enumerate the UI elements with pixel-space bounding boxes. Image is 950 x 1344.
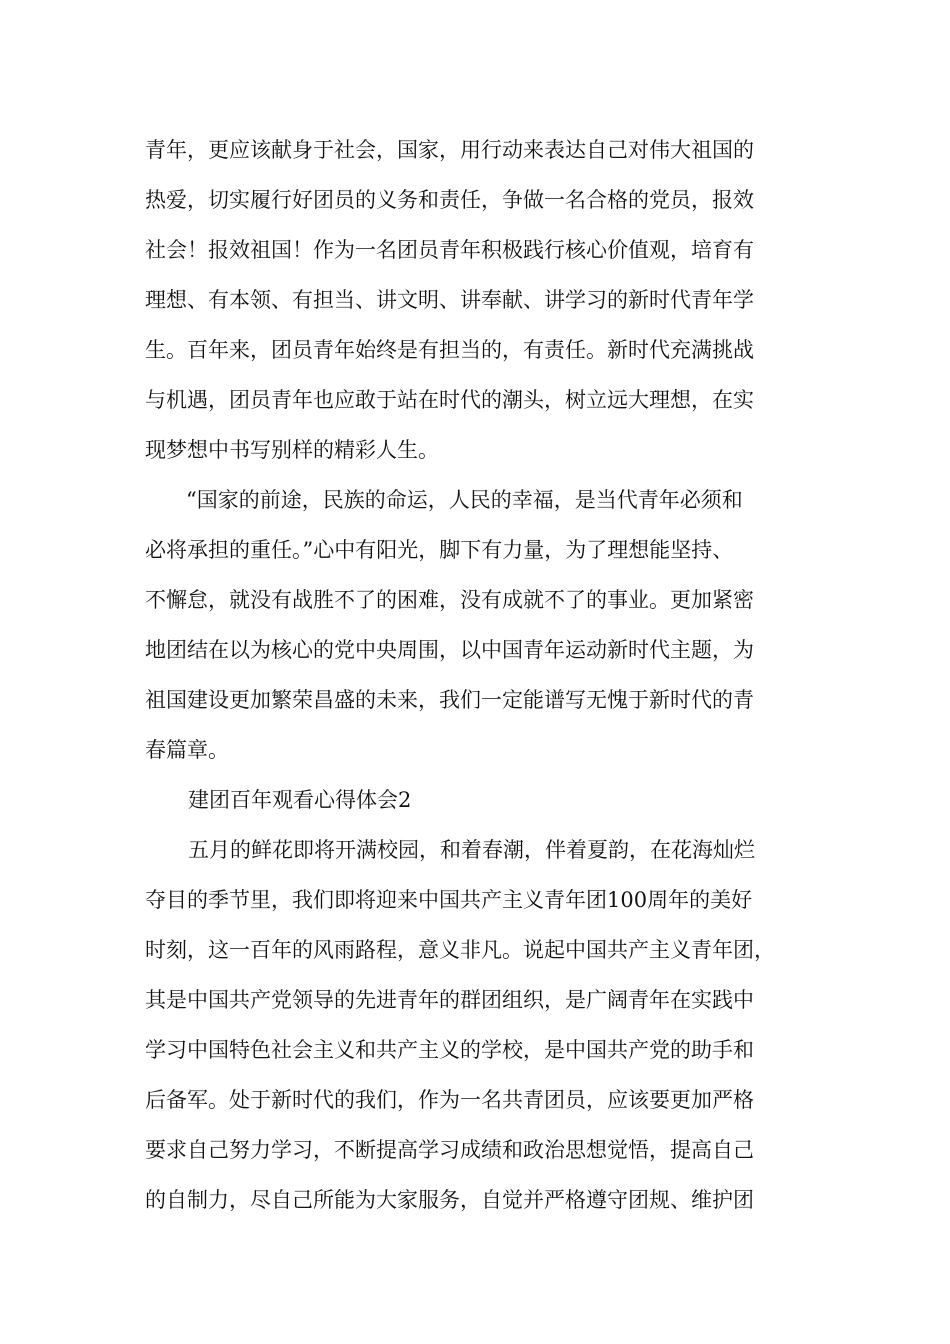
text-line: 春篇章。 bbox=[145, 738, 229, 762]
text-line: 要求自己努力学习，不断提高学习成绩和政治思想觉悟，提高自己 bbox=[145, 1138, 754, 1162]
text-line: 地团结在以为核心的党中央周围，以中国青年运动新时代主题，为 bbox=[145, 638, 754, 662]
text-line: 其是中国共产党领导的先进青年的群团组织，是广阔青年在实践中 bbox=[145, 988, 754, 1012]
text-line: 与机遇，团员青年也应敢于站在时代的潮头，树立远大理想，在实 bbox=[145, 388, 754, 412]
text-line: 现梦想中书写别样的精彩人生。 bbox=[145, 438, 439, 462]
text-line: 学习中国特色社会主义和共产主义的学校，是中国共产党的助手和 bbox=[145, 1038, 754, 1062]
text-line: 生。百年来，团员青年始终是有担当的，有责任。新时代充满挑战 bbox=[145, 338, 754, 362]
text-line: 社会！报效祖国！作为一名团员青年积极践行核心价值观，培育有 bbox=[145, 238, 754, 262]
section-heading: 建团百年观看心得体会2 bbox=[188, 788, 412, 812]
text-line: 必将承担的重任。”心中有阳光，脚下有力量，为了理想能坚持、 bbox=[145, 538, 734, 562]
text-line: 热爱，切实履行好团员的义务和责任，争做一名合格的党员，报效 bbox=[145, 188, 754, 212]
text-line: 不懈怠，就没有战胜不了的困难，没有成就不了的事业。更加紧密 bbox=[145, 588, 754, 612]
text-line: 时刻，这一百年的风雨路程，意义非凡。说起中国共产主义青年团， bbox=[145, 938, 775, 962]
text-line: 理想、有本领、有担当、讲文明、讲奉献、讲学习的新时代青年学 bbox=[145, 288, 754, 312]
text-line: 五月的鲜花即将开满校园，和着春潮，伴着夏韵，在花海灿烂 bbox=[188, 838, 755, 862]
text-line: 夺目的季节里，我们即将迎来中国共产主义青年团100周年的美好 bbox=[145, 888, 753, 912]
text-line: 后备军。处于新时代的我们，作为一名共青团员，应该要更加严格 bbox=[145, 1088, 754, 1112]
text-line: 青年，更应该献身于社会，国家，用行动来表达自己对伟大祖国的 bbox=[145, 138, 754, 162]
text-line: 祖国建设更加繁荣昌盛的未来，我们一定能谱写无愧于新时代的青 bbox=[145, 688, 754, 712]
text-line: 的自制力，尽自己所能为大家服务，自觉并严格遵守团规、维护团 bbox=[145, 1188, 754, 1212]
text-line: “国家的前途，民族的命运，人民的幸福，是当代青年必须和 bbox=[186, 488, 743, 512]
